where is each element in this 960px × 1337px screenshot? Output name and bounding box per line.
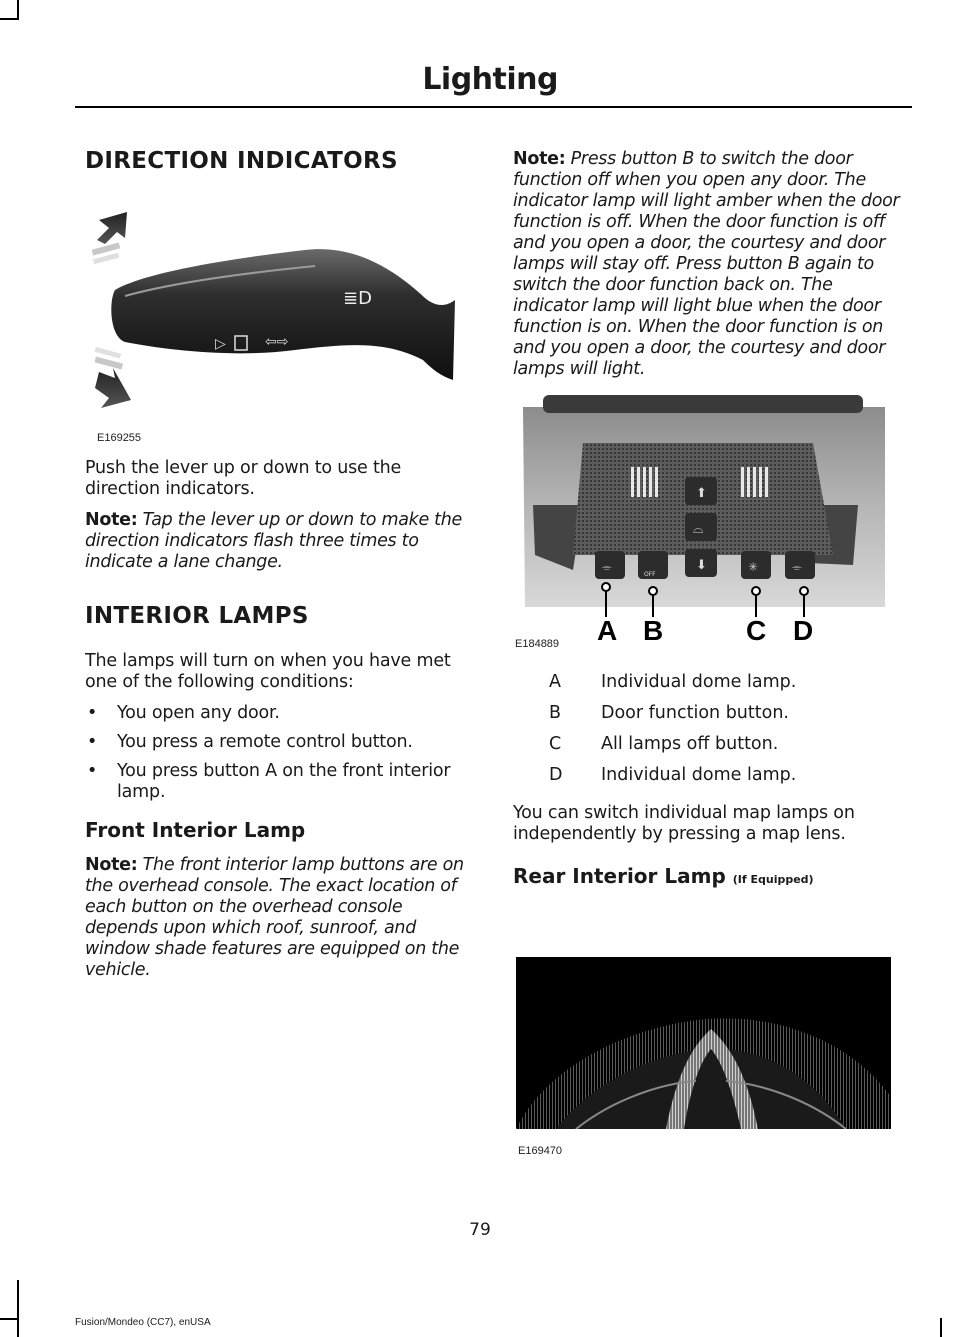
- note-label: Note:: [513, 149, 566, 169]
- interior-lamps-heading: INTERIOR LAMPS: [85, 603, 309, 629]
- lever-figure: [85, 200, 465, 425]
- svg-text:≣D: ≣D: [343, 288, 372, 309]
- overhead-console-illustration: [513, 395, 893, 645]
- list-item-text: You press a remote control button.: [117, 732, 413, 752]
- direction-indicators-heading: DIRECTION INDICATORS: [85, 148, 398, 174]
- svg-text:⬆: ⬆: [696, 486, 707, 501]
- crop-mark-bottom-left-v: [17, 1280, 19, 1337]
- callout-b: B: [643, 615, 664, 645]
- legend-row: [549, 703, 789, 723]
- legend-text: Door function button.: [601, 703, 789, 723]
- lever-note-text: Tap the lever up or down to make the direction indicators flash three times to indicate a lane change.: [85, 510, 463, 572]
- interior-intro: The lamps will turn on when you have met one of the following conditions:: [85, 651, 451, 692]
- off-label: OFF: [644, 571, 656, 578]
- if-equipped-label: (If Equipped): [732, 873, 814, 886]
- svg-text:⌯: ⌯: [602, 560, 612, 574]
- header-divider: [75, 106, 912, 108]
- crop-mark-bottom-right-v: [940, 1318, 942, 1337]
- list-item: • You press a remote control button.: [87, 732, 413, 752]
- note-label: Note:: [85, 510, 138, 530]
- crop-mark-top-left-h: [0, 18, 19, 20]
- lever-figure-code: E169255: [97, 432, 142, 444]
- legend-key: A: [549, 672, 561, 692]
- callout-d: D: [793, 615, 814, 645]
- page-header-title: Lighting: [422, 62, 558, 97]
- page-number: 79: [469, 1220, 491, 1240]
- legend-key: B: [549, 703, 562, 723]
- rear-interior-lamp-illustration: [516, 957, 891, 1129]
- note-label: Note:: [85, 855, 138, 875]
- legend-key: C: [549, 734, 562, 754]
- callout-c: C: [746, 615, 767, 645]
- front-note-text: The front interior lamp buttons are on the overhead console. The exact location of each button on the overhead console depends upon which roof, sunroof, and window shade features are equipped on the vehicle.: [85, 855, 464, 980]
- legend-text: Individual dome lamp.: [601, 765, 797, 785]
- callout-a: A: [597, 615, 618, 645]
- arrow-up-icon: [92, 212, 127, 264]
- lever-note: [85, 510, 477, 573]
- svg-text:⇦⇨: ⇦⇨: [265, 334, 289, 350]
- console-figure-code: E184889: [515, 638, 560, 650]
- turn-signal-lever-illustration: [85, 200, 465, 425]
- conditions-list: [85, 703, 477, 811]
- front-interior-lamp-heading: Front Interior Lamp: [85, 818, 306, 842]
- svg-text:⌯: ⌯: [792, 560, 802, 574]
- legend-row: [549, 734, 778, 754]
- svg-text:✳: ✳: [748, 560, 759, 574]
- legend-row: [549, 672, 796, 692]
- map-lamps-text: You can switch individual map lamps on independently by pressing a map lens.: [513, 803, 855, 844]
- rear-interior-lamp-heading: [513, 864, 814, 888]
- rear-lamp-figure: [516, 957, 891, 1129]
- list-item-text: You open any door.: [117, 703, 280, 723]
- svg-text:⬇: ⬇: [696, 558, 707, 573]
- svg-text:▷: ▷: [215, 336, 226, 352]
- legend-text: All lamps off button.: [601, 734, 779, 754]
- rear-figure-code: E169470: [518, 1145, 563, 1157]
- front-lamp-note: [85, 855, 477, 981]
- footer-text: Fusion/Mondeo (CC7), enUSA: [75, 1317, 211, 1328]
- rear-heading-text: Rear Interior Lamp: [513, 864, 726, 888]
- list-item-text: You press button A on the front interior lamp.: [117, 761, 451, 802]
- crop-mark-bottom-left-h: [0, 1318, 19, 1320]
- legend-row: [549, 765, 796, 785]
- arrow-down-icon: [94, 347, 131, 408]
- overhead-console-figure: [513, 395, 893, 645]
- legend-key: D: [549, 765, 563, 785]
- list-item: • You open any door.: [87, 703, 280, 723]
- list-item: • You press button A on the front interior lamp.: [87, 761, 451, 802]
- crop-mark-top-left-v: [17, 0, 19, 20]
- door-note-text: Press button B to switch the door function off when you open any door. The indicator lamp will light amber when the door function is off. When the door function is off and you open a door, the courtesy and door lamps will stay off. Press button B again to switch the door function back on. The indicator lamp will light blue when the door function is on. When the door function is on and you open a door, the courtesy and door lamps will light.: [513, 149, 900, 379]
- legend-text: Individual dome lamp.: [601, 672, 797, 692]
- door-function-note: [513, 149, 907, 380]
- svg-text:⌓: ⌓: [693, 522, 704, 537]
- lever-instruction: Push the lever up or down to use the direction indicators.: [85, 458, 402, 499]
